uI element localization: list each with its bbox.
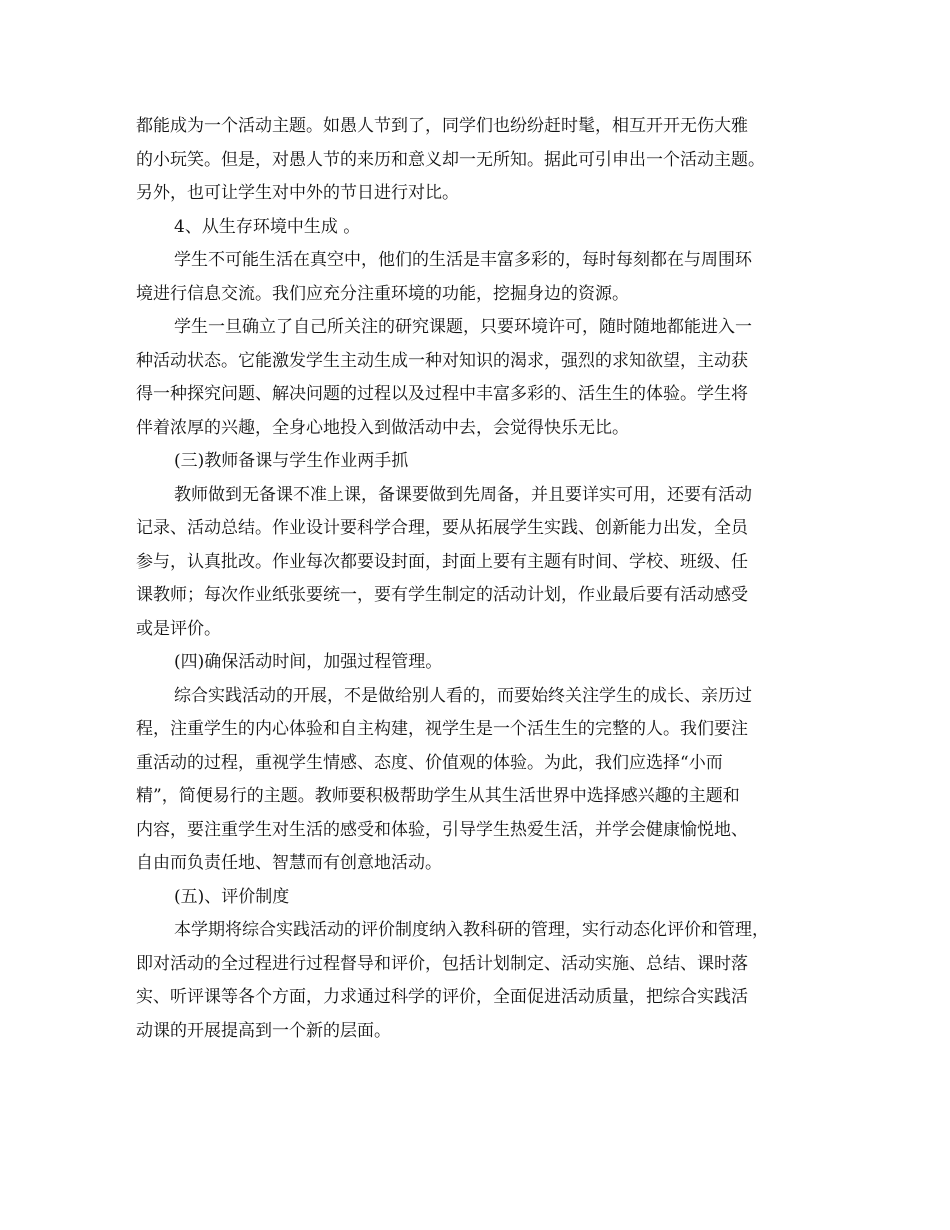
text-line: 动课的开展提高到一个新的层面。 <box>136 1020 391 1041</box>
text-line: 精”，简便易行的主题。教师要积极帮助学生从其生活世界中选择感兴趣的主题和 <box>136 786 740 806</box>
text-line: 实、听评课等各个方面，力求通过科学的评价，全面促进活动质量，把综合实践活 <box>136 987 748 1007</box>
text-line: 程，注重学生的内心体验和自主构建，视学生是一个活生生的完整的人。我们要注 <box>136 719 748 739</box>
text-line: (四)确保活动时间，加强过程管理。 <box>174 652 443 672</box>
text-line: 参与，认真批改。作业每次都要设封面，封面上要有主题有时间、学校、班级、任 <box>136 551 748 572</box>
text-line: 伴着浓厚的兴趣，全身心地投入到做活动中去，会觉得快乐无比。 <box>136 417 629 438</box>
text-line: 境进行信息交流。我们应充分注重环境的功能，挖掘身边的资源。 <box>136 283 629 304</box>
text-line: 4、从生存环境中生成 。 <box>174 216 361 237</box>
text-line: 本学期将综合实践活动的评价制度纳入教科研的管理，实行动态化评价和管理， <box>174 920 769 940</box>
text-line: 重活动的过程，重视学生情感、态度、价值观的体验。为此，我们应选择“小而 <box>136 752 723 773</box>
text-line: 内容，要注重学生对生活的感受和体验，引导学生热爱生活，并学会健康愉悦地、 <box>136 819 748 840</box>
text-line: 综合实践活动的开展，不是做给别人看的，而要始终关注学生的成长、亲历过 <box>174 685 752 706</box>
text-line: 学生一旦确立了自己所关注的研究课题，只要环境许可，随时随地都能进入一 <box>174 317 752 337</box>
document-body <box>136 110 826 1048</box>
text-line: (三)教师备课与学生作业两手抓 <box>174 451 409 471</box>
text-line: 或是评价。 <box>136 618 221 639</box>
text-line: (五)、评价制度 <box>174 886 290 907</box>
text-line: 课教师；每次作业纸张要统一，要有学生制定的活动计划，作业最后要有活动感受 <box>136 585 748 605</box>
text-line: 即对活动的全过程进行过程督导和评价，包括计划制定、活动实施、总结、课时落 <box>136 953 748 974</box>
text-line: 另外，也可让学生对中外的节日进行对比。 <box>136 183 459 203</box>
text-line: 记录、活动总结。作业设计要科学合理，要从拓展学生实践、创新能力出发，全员 <box>136 518 748 538</box>
text-line: 都能成为一个活动主题。如愚人节到了，同学们也纷纷赶时髦，相互开开无伤大雅 <box>136 116 748 136</box>
text-line: 的小玩笑。但是，对愚人节的来历和意义却一无所知。据此可引申出一个活动主题。 <box>136 149 765 170</box>
text-line: 学生不可能生活在真空中，他们的生活是丰富多彩的，每时每刻都在与周围环 <box>174 250 752 270</box>
text-line: 教师做到无备课不准上课，备课要做到先周备，并且要详实可用，还要有活动 <box>174 484 752 505</box>
text-line: 种活动状态。它能激发学生主动生成一种对知识的渴求，强烈的求知欲望，主动获 <box>136 350 748 371</box>
text-line: 自由而负责任地、智慧而有创意地活动。 <box>136 853 442 873</box>
text-line: 得一种探究问题、解决问题的过程以及过程中丰富多彩的、活生生的体验。学生将 <box>136 384 748 404</box>
